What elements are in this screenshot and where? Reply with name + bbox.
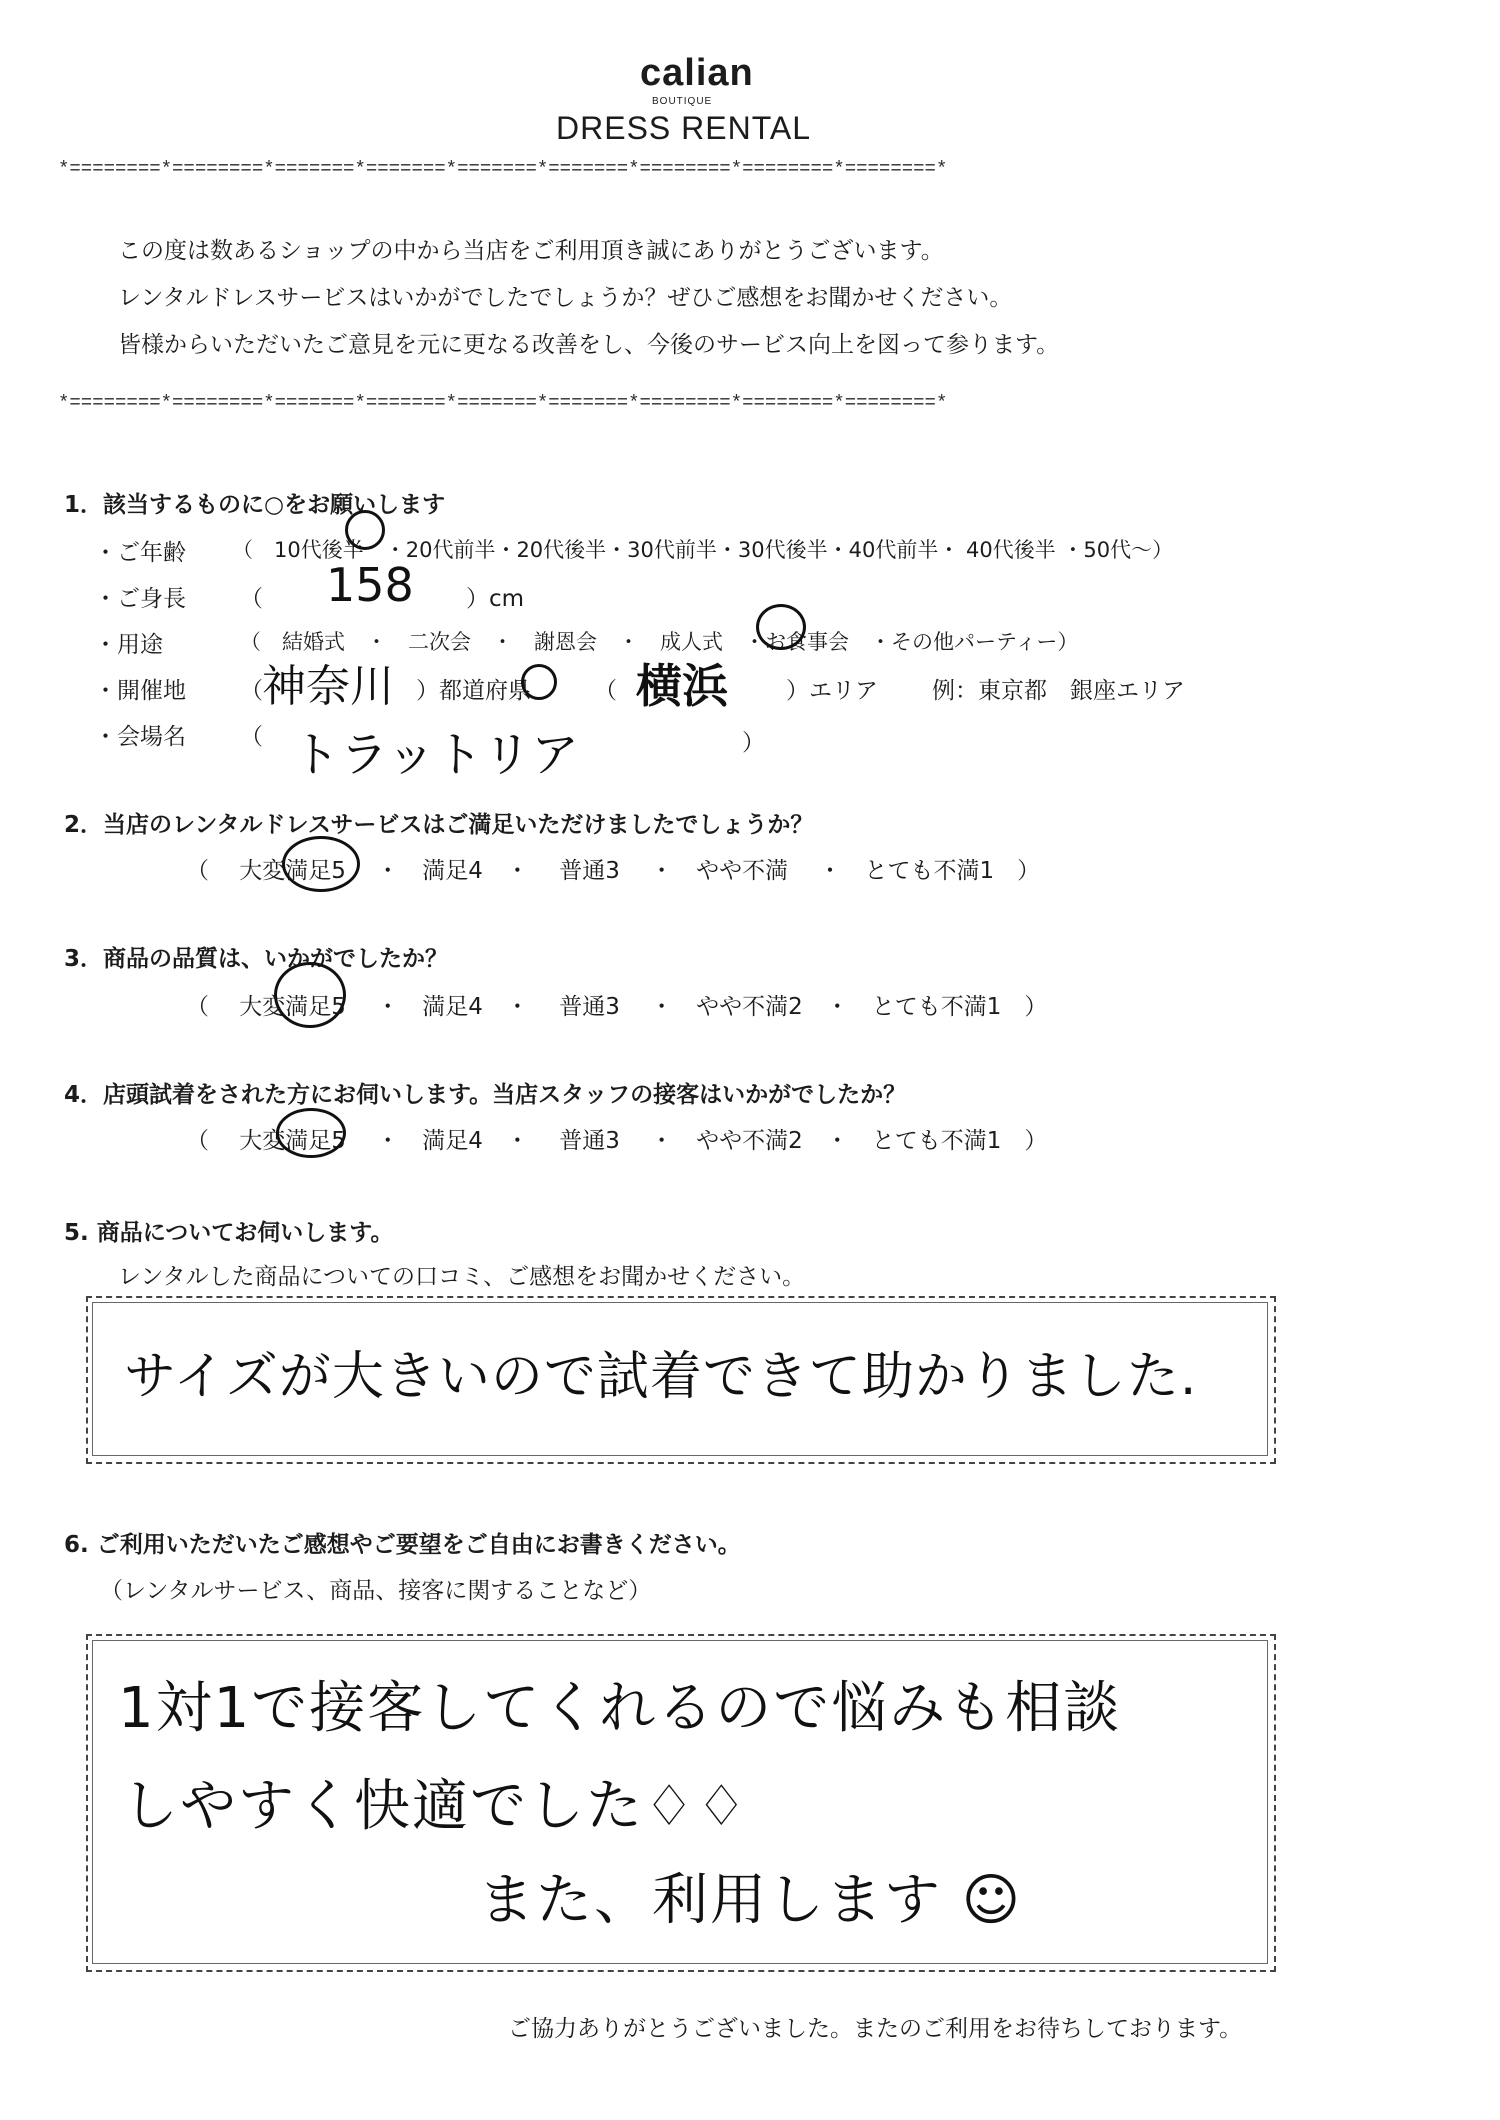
q3-options: （ 大変満足5 ・ 満足4 ・ 普通3 ・ やや不満2 ・ とても不満1 ） <box>186 994 1048 1020</box>
q6-subtitle: （レンタルサービス、商品、接客に関することなど） <box>100 1578 652 1604</box>
intro-line-3: 皆様からいただいたご意見を元に更なる改善をし、今後のサービス向上を図って参ります。 <box>118 332 1060 358</box>
q1-age-label: ・ご年齢 <box>94 540 186 566</box>
q5-subtitle: レンタルした商品についての口コミ、ご感想をお聞かせください。 <box>118 1264 806 1290</box>
height-value: 158 <box>326 558 414 612</box>
separator-top: *========*========*=======*=======*=======*=======*========*========*========* <box>58 158 948 180</box>
q4-selection-circle <box>276 1108 346 1158</box>
q1-location-example: 例：東京都 銀座エリア <box>932 678 1185 704</box>
logo-title: DRESS RENTAL <box>556 110 812 146</box>
q6-title: 6. ご利用いただいたご感想やご要望をご自由にお書きください。 <box>64 1532 741 1558</box>
separator-bottom: *========*========*=======*=======*=======*=======*========*========*========* <box>58 392 948 414</box>
venue-value: トラットリア <box>292 727 580 783</box>
q5-title: 5. 商品についてお伺いします。 <box>64 1220 394 1246</box>
q1-location-open2: （ <box>594 678 617 704</box>
q1-height-label: ・ご身長 <box>94 586 186 612</box>
q1-title: 1．該当するものに○をお願いします <box>64 492 446 518</box>
q1-height-unit: ）cm <box>466 586 525 612</box>
q1-venue-label: ・会場名 <box>94 724 186 750</box>
q3-selection-circle <box>274 962 346 1028</box>
q5-answer: サイズが大きいので試着できて助かりました. <box>124 1347 1198 1407</box>
q2-selection-circle <box>282 836 360 892</box>
brand-logo: calian <box>640 52 754 94</box>
q4-options: （ 大変満足5 ・ 満足4 ・ 普通3 ・ やや不満2 ・ とても不満1 ） <box>186 1128 1048 1154</box>
age-selection-circle <box>345 510 385 550</box>
q1-location-open: （ <box>240 678 263 704</box>
brand-sub: BOUTIQUE <box>652 96 713 107</box>
q1-purpose-label: ・用途 <box>94 632 163 658</box>
prefecture-circle <box>521 664 557 700</box>
q4-title: 4．店頭試着をされた方にお伺いします。当店スタッフの接客はいかがでしたか？ <box>64 1082 907 1108</box>
footer-thanks: ご協力ありがとうございました。またのご利用をお待ちしております。 <box>508 2016 1243 2042</box>
area-value: 横浜 <box>636 659 728 713</box>
prefecture-value: 神奈川 <box>262 661 394 712</box>
q6-answer-line-1: 1対1で接客してくれるので悩みも相談 <box>118 1676 1122 1741</box>
q6-answer-line-3: また、利用します ☺ <box>478 1868 1023 1933</box>
q2-options: （ 大変満足5 ・ 満足4 ・ 普通3 ・ やや不満 ・ とても不満1 ） <box>186 858 1041 884</box>
q2-title: 2．当店のレンタルドレスサービスはご満足いただけましたでしょうか？ <box>64 812 814 838</box>
q1-venue-close: ） <box>742 730 765 756</box>
q1-location-label: ・開催地 <box>94 678 186 704</box>
q1-location-area-suffix: ）エリア <box>786 678 878 704</box>
q1-height-open: （ <box>240 586 263 612</box>
q6-answer-line-2: しやすく快適でした♢♢ <box>122 1774 749 1839</box>
q1-location-pref-suffix: ）都道府県 <box>416 678 531 704</box>
q1-purpose-options: （ 結婚式 ・ 二次会 ・ 謝恩会 ・ 成人式 ・お食事会 ・その他パーティー） <box>240 630 1079 654</box>
q1-venue-open: （ <box>240 724 263 750</box>
purpose-selection-circle <box>756 604 806 650</box>
q3-title: 3．商品の品質は、いかがでしたか？ <box>64 946 449 972</box>
intro-line-2: レンタルドレスサービスはいかがでしたでしょうか？ぜひご感想をお聞かせください。 <box>118 285 1013 311</box>
intro-line-1: この度は数あるショップの中から当店をご利用頂き誠にありがとうございます。 <box>118 238 944 264</box>
q1-age-options: （ 10代後半 ・20代前半・20代後半・30代前半・30代後半・40代前半・ 40代後半 ・50代～） <box>232 538 1174 562</box>
